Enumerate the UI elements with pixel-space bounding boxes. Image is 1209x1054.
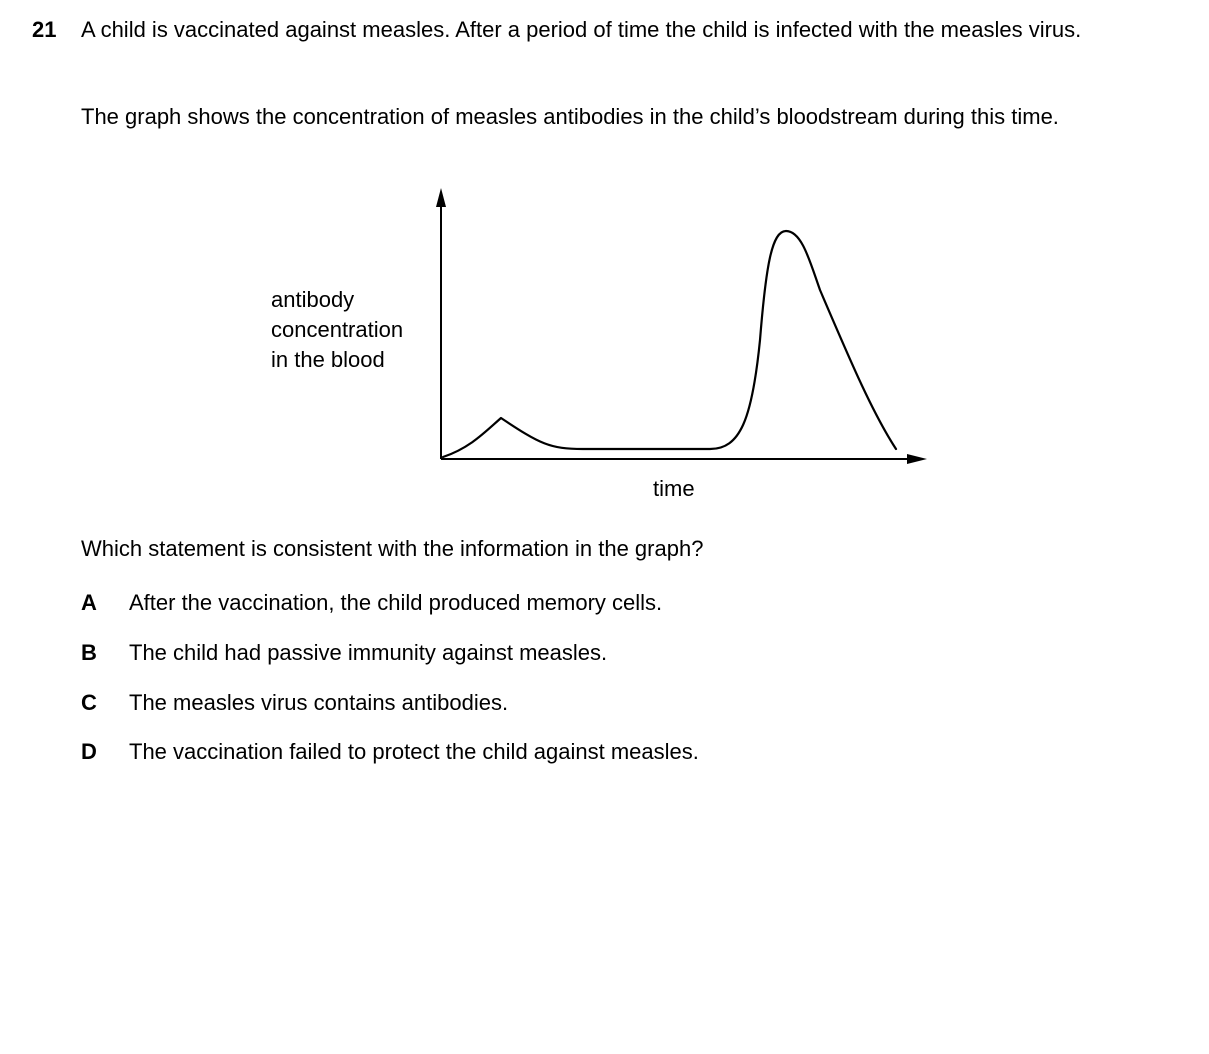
y-axis-label-line-1: antibody [271, 287, 355, 312]
option-c-text: The measles virus contains antibodies. [129, 690, 509, 715]
x-axis-arrowhead [907, 454, 927, 464]
option-c[interactable] [81, 688, 508, 717]
y-axis-arrowhead [436, 188, 446, 207]
question-number: 21 [32, 17, 57, 42]
option-a-text: After the vaccination, the child produced memory cells. [129, 590, 663, 615]
option-a-letter: A [81, 590, 97, 615]
option-b-text: The child had passive immunity against measles. [129, 640, 608, 665]
option-d-letter: D [81, 739, 97, 764]
option-d-text: The vaccination failed to protect the child against measles. [129, 739, 699, 764]
graph-description: The graph shows the concentration of measles antibodies in the child’s bloodstream during this time. [81, 104, 1059, 129]
antibody-graph [0, 0, 1209, 520]
question-prompt: Which statement is consistent with the information in the graph? [81, 536, 704, 561]
antibody-curve [443, 231, 896, 457]
option-a[interactable] [81, 588, 662, 617]
y-axis-label-line-3: in the blood [271, 347, 385, 372]
question-intro: A child is vaccinated against measles. After a period of time the child is infected with the measles virus. [81, 17, 1082, 42]
y-axis-label-line-2: concentration [271, 317, 404, 342]
option-b[interactable] [81, 638, 607, 667]
x-axis-label: time [653, 476, 695, 501]
option-b-letter: B [81, 640, 97, 665]
option-c-letter: C [81, 690, 97, 715]
option-d[interactable] [81, 737, 699, 766]
